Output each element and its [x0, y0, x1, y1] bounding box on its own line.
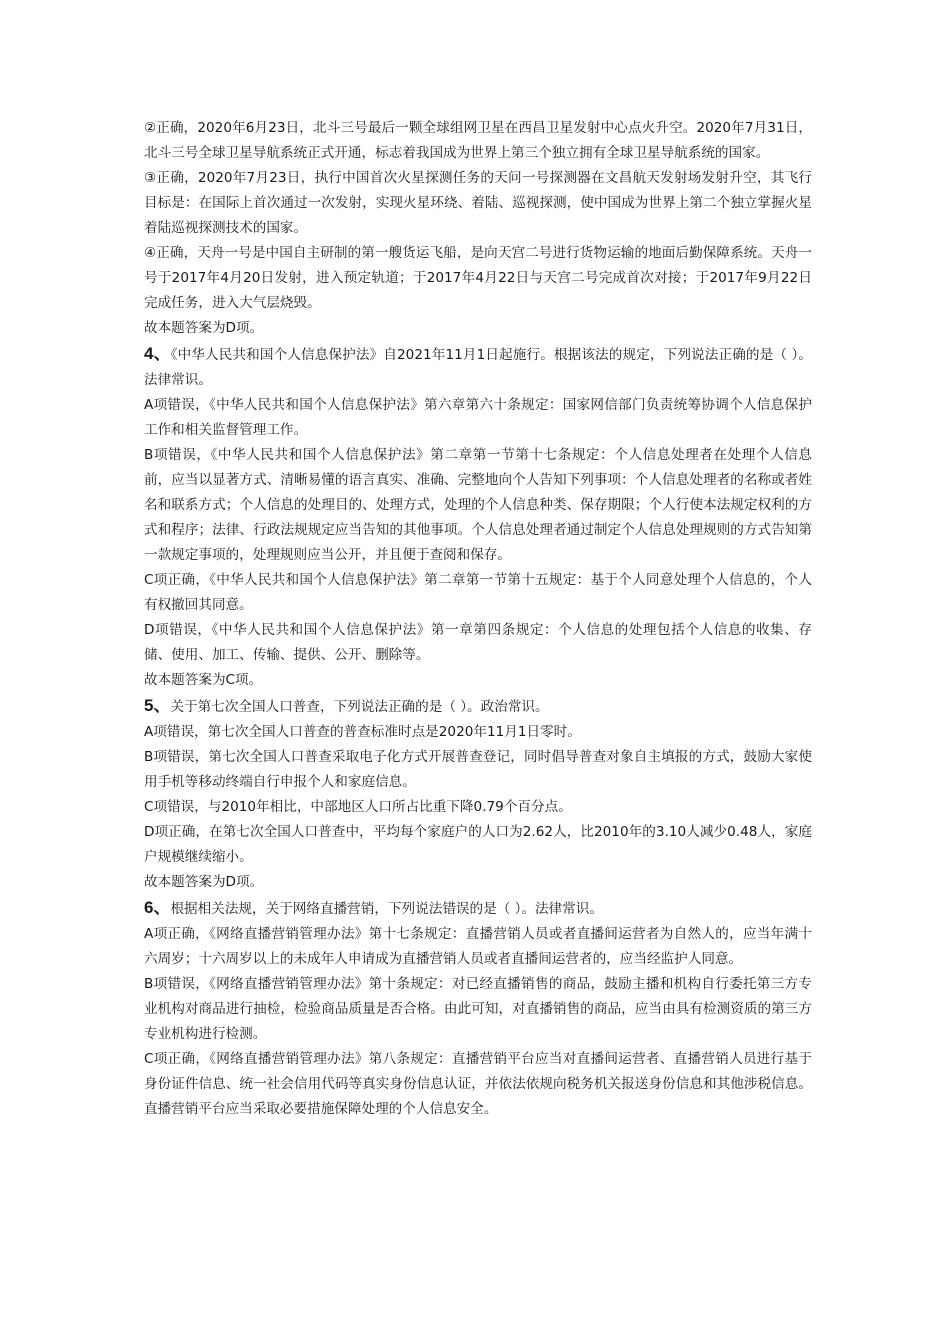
question-5-option-b: B项错误，第七次全国人口普查采取电子化方式开展普查登记，同时倡导普查对象自主填报的方式，鼓励大家使用手机等移动终端自行申报个人和家庭信息。: [144, 749, 812, 790]
question-5-stem: [144, 693, 812, 720]
question-6-option-b: B项错误，《网络直播营销管理办法》第十条规定：对已经直播销售的商品，鼓励主播和机构自行委托第三方专业机构对商品进行抽检，检验商品质量是否合格。由此可知，对直播销售的商品，应当由具有检测资质的第三方专业机构进行检测。: [144, 976, 812, 1042]
question-4-option-d: D项错误，《中华人民共和国个人信息保护法》第一章第四条规定：个人信息的处理包括个人信息的收集、存储、使用、加工、传输、提供、公开、删除等。: [144, 622, 812, 663]
prev-point-4: ④正确，天舟一号是中国自主研制的第一艘货运飞船，是向天宫二号进行货物运输的地面后勤保障系统。天舟一号于2017年4月20日发射，进入预定轨道；于2017年4月22日与天宫二号完成首次对接；于2017年9月22日完成任务，进入大气层烧毁。: [144, 245, 812, 311]
question-4-stem: [144, 341, 812, 393]
prev-answer: 故本题答案为D项。: [144, 320, 264, 336]
document-page: [144, 116, 812, 1122]
prev-point-3: ③正确，2020年7月23日，执行中国首次火星探测任务的天问一号探测器在文昌航天发射场发射升空，其飞行目标是：在国际上首次通过一次发射，实现火星环绕、着陆、巡视探测，使中国成为世界上第二个独立掌握火星着陆巡视探测技术的国家。: [144, 170, 812, 236]
question-5-option-d: D项正确，在第七次全国人口普查中，平均每个家庭户的人口为2.62人，比2010年的3.10人减少0.48人，家庭户规模继续缩小。: [144, 824, 812, 865]
question-6-text: 根据相关法规，关于网络直播营销，下列说法错误的是（ ）。法律常识。: [170, 901, 603, 917]
question-6-option-a: A项正确，《网络直播营销管理办法》第十七条规定：直播营销人员或者直播间运营者为自然人的，应当年满十六周岁；十六周岁以上的未成年人申请成为直播营销人员或者直播间运营者的，应当经监护人同意。: [144, 926, 812, 967]
prev-point-2: ②正确，2020年6月23日，北斗三号最后一颗全球组网卫星在西昌卫星发射中心点火升空。2020年7月31日，北斗三号全球卫星导航系统正式开通，标志着我国成为世界上第三个独立拥有全球卫星导航系统的国家。: [144, 120, 812, 161]
question-4-option-c: C项正确，《中华人民共和国个人信息保护法》第二章第一节第十五规定：基于个人同意处理个人信息的，个人有权撤回其同意。: [144, 572, 812, 613]
question-6-number: 6、: [144, 898, 171, 917]
question-5-text: 关于第七次全国人口普查，下列说法正确的是（ ）。政治常识。: [170, 699, 549, 715]
question-5-option-c: C项错误，与2010年相比，中部地区人口所占比重下降0.79个百分点。: [144, 799, 572, 815]
question-5-option-a: A项错误，第七次全国人口普查的普查标准时点是2020年11月1日零时。: [144, 724, 581, 740]
question-6-option-c: C项正确，《网络直播营销管理办法》第八条规定：直播营销平台应当对直播间运营者、直播营销人员进行基于身份证件信息、统一社会信用代码等真实身份信息认证，并依法依规向税务机关报送身份信息和其他涉税信息。直播营销平台应当采取必要措施保障处理的个人信息安全。: [144, 1051, 812, 1117]
question-4-number: 4、: [144, 344, 171, 363]
question-5-number: 5、: [144, 696, 171, 715]
question-4-answer: 故本题答案为C项。: [144, 672, 263, 688]
question-5-answer: 故本题答案为D项。: [144, 874, 264, 890]
question-4-option-a: A项错误，《中华人民共和国个人信息保护法》第六章第六十条规定：国家网信部门负责统筹协调个人信息保护工作和相关监督管理工作。: [144, 397, 812, 438]
question-4-option-b: B项错误，《中华人民共和国个人信息保护法》第二章第一节第十七条规定：个人信息处理者在处理个人信息前，应当以显著方式、清晰易懂的语言真实、准确、完整地向个人告知下列事项：个人信息处理者的名称或者姓名和联系方式；个人信息的处理目的、处理方式，处理的个人信息种类、保存期限；个人行使本法规定权利的方式和程序；法律、行政法规规定应当告知的其他事项。个人信息处理者通过制定个人信息处理规则的方式告知第一款规定事项的，处理规则应当公开，并且便于查阅和保存。: [144, 447, 812, 563]
question-6-stem: [144, 895, 812, 922]
question-4-text: 《中华人民共和国个人信息保护法》自2021年11月1日起施行。根据该法的规定，下列说法正确的是（ ）。法律常识。: [144, 347, 812, 388]
